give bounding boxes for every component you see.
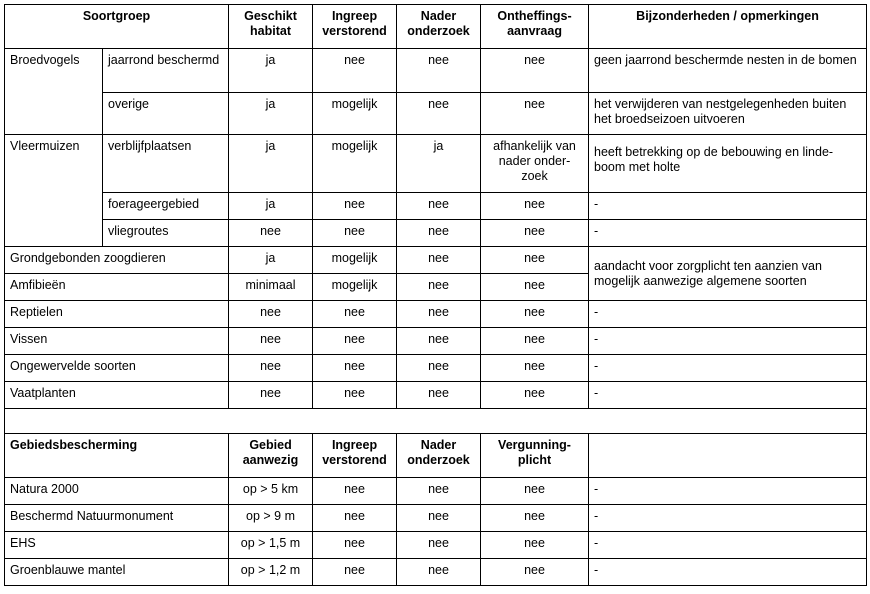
table-row <box>5 49 867 93</box>
opmerking-cell: geen jaarrond beschermde nesten in de bomen <box>589 49 867 93</box>
opmerking-cell: het verwijderen van nestgelegenheden buiten het broedseizoen uitvoeren <box>589 93 867 135</box>
group-vleermuizen: Vleermuizen <box>5 135 103 247</box>
aanwezig-cell: op > 9 m <box>229 505 313 532</box>
header-vergunning: Vergunning- plicht <box>481 434 589 478</box>
group-vissen: Vissen <box>5 328 229 355</box>
table-row <box>5 135 867 193</box>
table-row <box>5 301 867 328</box>
header-habitat: Geschikt habitat <box>229 5 313 49</box>
spacer-cell <box>5 409 867 434</box>
habitat-cell: nee <box>229 382 313 409</box>
table-row <box>5 532 867 559</box>
gebied-natuurmonument: Beschermd Natuurmonument <box>5 505 229 532</box>
vergunning-cell: nee <box>481 478 589 505</box>
vergunning-cell: nee <box>481 559 589 586</box>
spacer-row <box>5 409 867 434</box>
opmerking-cell-shared: aandacht voor zorgplicht ten aanzien van mogelijk aanwezige algemene soorten <box>589 247 867 301</box>
ingreep-cell: nee <box>313 382 397 409</box>
aanwezig-cell: op > 1,5 m <box>229 532 313 559</box>
ingreep-cell: mogelijk <box>313 135 397 193</box>
header-ingreep: Ingreep verstorend <box>313 434 397 478</box>
habitat-cell: ja <box>229 193 313 220</box>
habitat-cell: minimaal <box>229 274 313 301</box>
header-bijzonderheden: Bijzonderheden / opmerkingen <box>589 5 867 49</box>
nader-cell: nee <box>397 355 481 382</box>
habitat-cell: ja <box>229 135 313 193</box>
ontheffing-cell: nee <box>481 49 589 93</box>
nader-cell: nee <box>397 193 481 220</box>
group-reptielen: Reptielen <box>5 301 229 328</box>
nader-cell: ja <box>397 135 481 193</box>
header-nader: Nader onderzoek <box>397 434 481 478</box>
ingreep-cell: mogelijk <box>313 274 397 301</box>
group-amfibieen: Amfibieën <box>5 274 229 301</box>
table-row <box>5 505 867 532</box>
habitat-cell: nee <box>229 301 313 328</box>
sub-cell: jaarrond beschermd <box>103 49 229 93</box>
opmerking-cell: heeft betrekking op de bebouwing en linde- boom met holte <box>589 135 867 193</box>
group-grondgebonden: Grondgebonden zoogdieren <box>5 247 229 274</box>
ingreep-cell: mogelijk <box>313 247 397 274</box>
nader-cell: nee <box>397 532 481 559</box>
ingreep-cell: nee <box>313 532 397 559</box>
aanwezig-cell: op > 5 km <box>229 478 313 505</box>
nader-cell: nee <box>397 93 481 135</box>
ontheffing-cell: nee <box>481 93 589 135</box>
group-ongewervelde: Ongewervelde soorten <box>5 355 229 382</box>
table-row <box>5 247 867 274</box>
header-ingreep: Ingreep verstorend <box>313 5 397 49</box>
habitat-cell: ja <box>229 247 313 274</box>
gebied-ehs: EHS <box>5 532 229 559</box>
header-aanwezig: Gebied aanwezig <box>229 434 313 478</box>
sub-cell: vliegroutes <box>103 220 229 247</box>
nader-cell: nee <box>397 49 481 93</box>
sub-cell: foerageergebied <box>103 193 229 220</box>
opmerking-cell: - <box>589 478 867 505</box>
opmerking-cell: - <box>589 301 867 328</box>
ontheffing-cell: nee <box>481 355 589 382</box>
ingreep-cell: nee <box>313 328 397 355</box>
group-vaatplanten: Vaatplanten <box>5 382 229 409</box>
soortgroep-table <box>4 4 867 586</box>
header-nader: Nader onderzoek <box>397 5 481 49</box>
vergunning-cell: nee <box>481 505 589 532</box>
ingreep-cell: nee <box>313 355 397 382</box>
table-row <box>5 478 867 505</box>
opmerking-cell: - <box>589 328 867 355</box>
table-row <box>5 559 867 586</box>
table-row <box>5 328 867 355</box>
nader-cell: nee <box>397 559 481 586</box>
nader-cell: nee <box>397 247 481 274</box>
habitat-cell: nee <box>229 220 313 247</box>
gebied-groenblauwe-mantel: Groenblauwe mantel <box>5 559 229 586</box>
opmerking-cell: - <box>589 193 867 220</box>
ingreep-cell: nee <box>313 505 397 532</box>
ingreep-cell: nee <box>313 49 397 93</box>
nader-cell: nee <box>397 274 481 301</box>
ingreep-cell: nee <box>313 559 397 586</box>
nader-cell: nee <box>397 382 481 409</box>
nader-cell: nee <box>397 220 481 247</box>
habitat-cell: ja <box>229 49 313 93</box>
habitat-cell: nee <box>229 328 313 355</box>
ontheffing-cell: nee <box>481 274 589 301</box>
nader-cell: nee <box>397 328 481 355</box>
header-soortgroep: Soortgroep <box>5 5 229 49</box>
nader-cell: nee <box>397 478 481 505</box>
habitat-cell: ja <box>229 93 313 135</box>
ontheffing-cell: nee <box>481 382 589 409</box>
table-row <box>5 355 867 382</box>
header-row <box>5 5 867 49</box>
ingreep-cell: mogelijk <box>313 93 397 135</box>
header-opmerking-empty <box>589 434 867 478</box>
aanwezig-cell: op > 1,2 m <box>229 559 313 586</box>
ingreep-cell: nee <box>313 478 397 505</box>
ontheffing-cell: nee <box>481 193 589 220</box>
sub-cell: overige <box>103 93 229 135</box>
habitat-cell: nee <box>229 355 313 382</box>
opmerking-cell: - <box>589 559 867 586</box>
ontheffing-cell: nee <box>481 220 589 247</box>
ingreep-cell: nee <box>313 301 397 328</box>
table-row <box>5 220 867 247</box>
header-gebiedsbescherming: Gebiedsbescherming <box>5 434 229 478</box>
table-row <box>5 382 867 409</box>
group-broedvogels: Broedvogels <box>5 49 103 135</box>
vergunning-cell: nee <box>481 532 589 559</box>
table-row <box>5 193 867 220</box>
opmerking-cell: - <box>589 355 867 382</box>
ontheffing-cell: nee <box>481 301 589 328</box>
ingreep-cell: nee <box>313 220 397 247</box>
opmerking-cell: - <box>589 382 867 409</box>
ingreep-cell: nee <box>313 193 397 220</box>
nader-cell: nee <box>397 301 481 328</box>
gebied-natura: Natura 2000 <box>5 478 229 505</box>
header-ontheffing: Ontheffings- aanvraag <box>481 5 589 49</box>
opmerking-cell: - <box>589 220 867 247</box>
ontheffing-cell: nee <box>481 247 589 274</box>
ontheffing-cell: nee <box>481 328 589 355</box>
header-row-gebied <box>5 434 867 478</box>
ontheffing-cell: afhankelijk van nader onder- zoek <box>481 135 589 193</box>
table-row <box>5 93 867 135</box>
opmerking-cell: - <box>589 532 867 559</box>
opmerking-cell: - <box>589 505 867 532</box>
nader-cell: nee <box>397 505 481 532</box>
sub-cell: verblijfplaatsen <box>103 135 229 193</box>
